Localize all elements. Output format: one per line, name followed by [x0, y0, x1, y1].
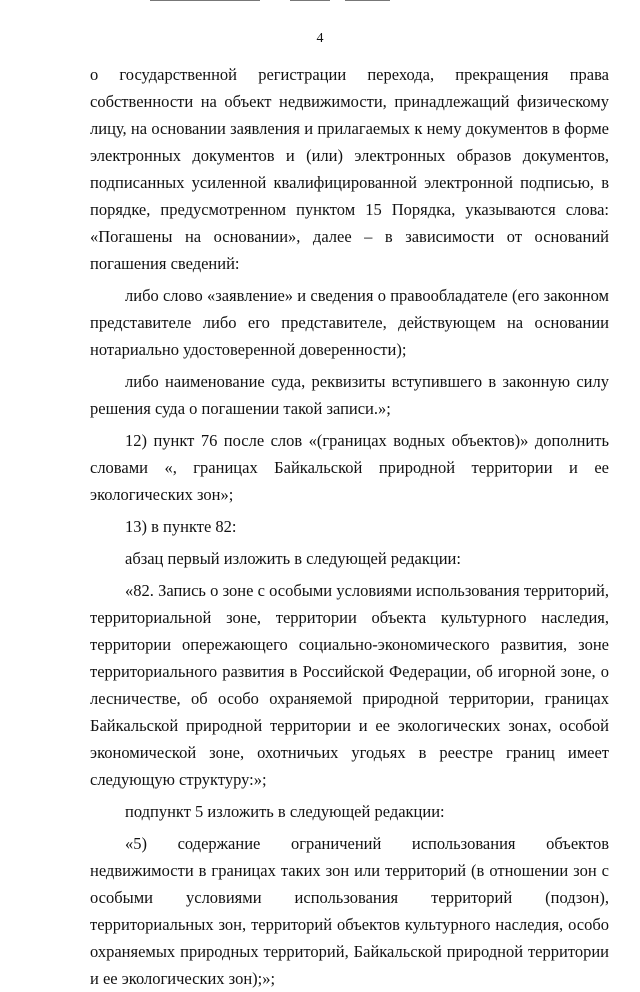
paragraph-3: либо наименование суда, реквизиты вступившего в законную силу решения суда о погашении такой записи.»;	[90, 372, 609, 418]
paragraph-2: либо слово «заявление» и сведения о правообладателе (его законном представителе либо его представителе, действующем на основании нотариально удостоверенной доверенности);	[90, 286, 609, 359]
page-number: 4	[316, 31, 324, 46]
paragraph-8: подпункт 5 изложить в следующей редакции:	[125, 802, 445, 821]
paragraph-4: 12) пункт 76 после слов «(границах водных объектов)» дополнить словами «, границах Байкальской природной территории и ее экологических зон»;	[90, 431, 609, 504]
paragraph-1: о государственной регистрации перехода, прекращения права собственности на объект недвижимости, принадлежащий физическому лицу, на основании заявления и прилагаемых к нему документов в форме электронных документов и (или) электронных образов документов, подписанных усиленной квалифицированной электронной подписью, в порядке, предусмотренном пунктом 15 Порядка, указываются слова: «Погашены на основании», далее – в зависимости от оснований погашения сведений:	[90, 65, 609, 273]
paragraph-5: 13) в пункте 82:	[125, 517, 237, 536]
paragraph-7: «82. Запись о зоне с особыми условиями использования территорий, территориальной зоне, территории объекта культурного наследия, территории опережающего социально-экономического развития, зоне территориального развития в Российской Федерации, об игорной зоне, о лесничестве, об особо охраняемой природной территории, границах Байкальской природной территории и ее экологических зонах, особой экономической зоне, охотничьих угодьях в реестре границ имеет следующую структуру:»;	[90, 581, 609, 789]
scan-edge-line	[0, 0, 640, 2]
document-body	[90, 61, 609, 992]
paragraph-9: «5) содержание ограничений использования объектов недвижимости в границах таких зон или территорий (в отношении зон с особыми условиями использования территорий (подзон), территориальных зон, территорий объектов культурного наследия, особо охраняемых природных территорий, Байкальской природной территории и ее экологических зон);»;	[90, 834, 609, 988]
paragraph-6: абзац первый изложить в следующей редакции:	[125, 549, 461, 568]
